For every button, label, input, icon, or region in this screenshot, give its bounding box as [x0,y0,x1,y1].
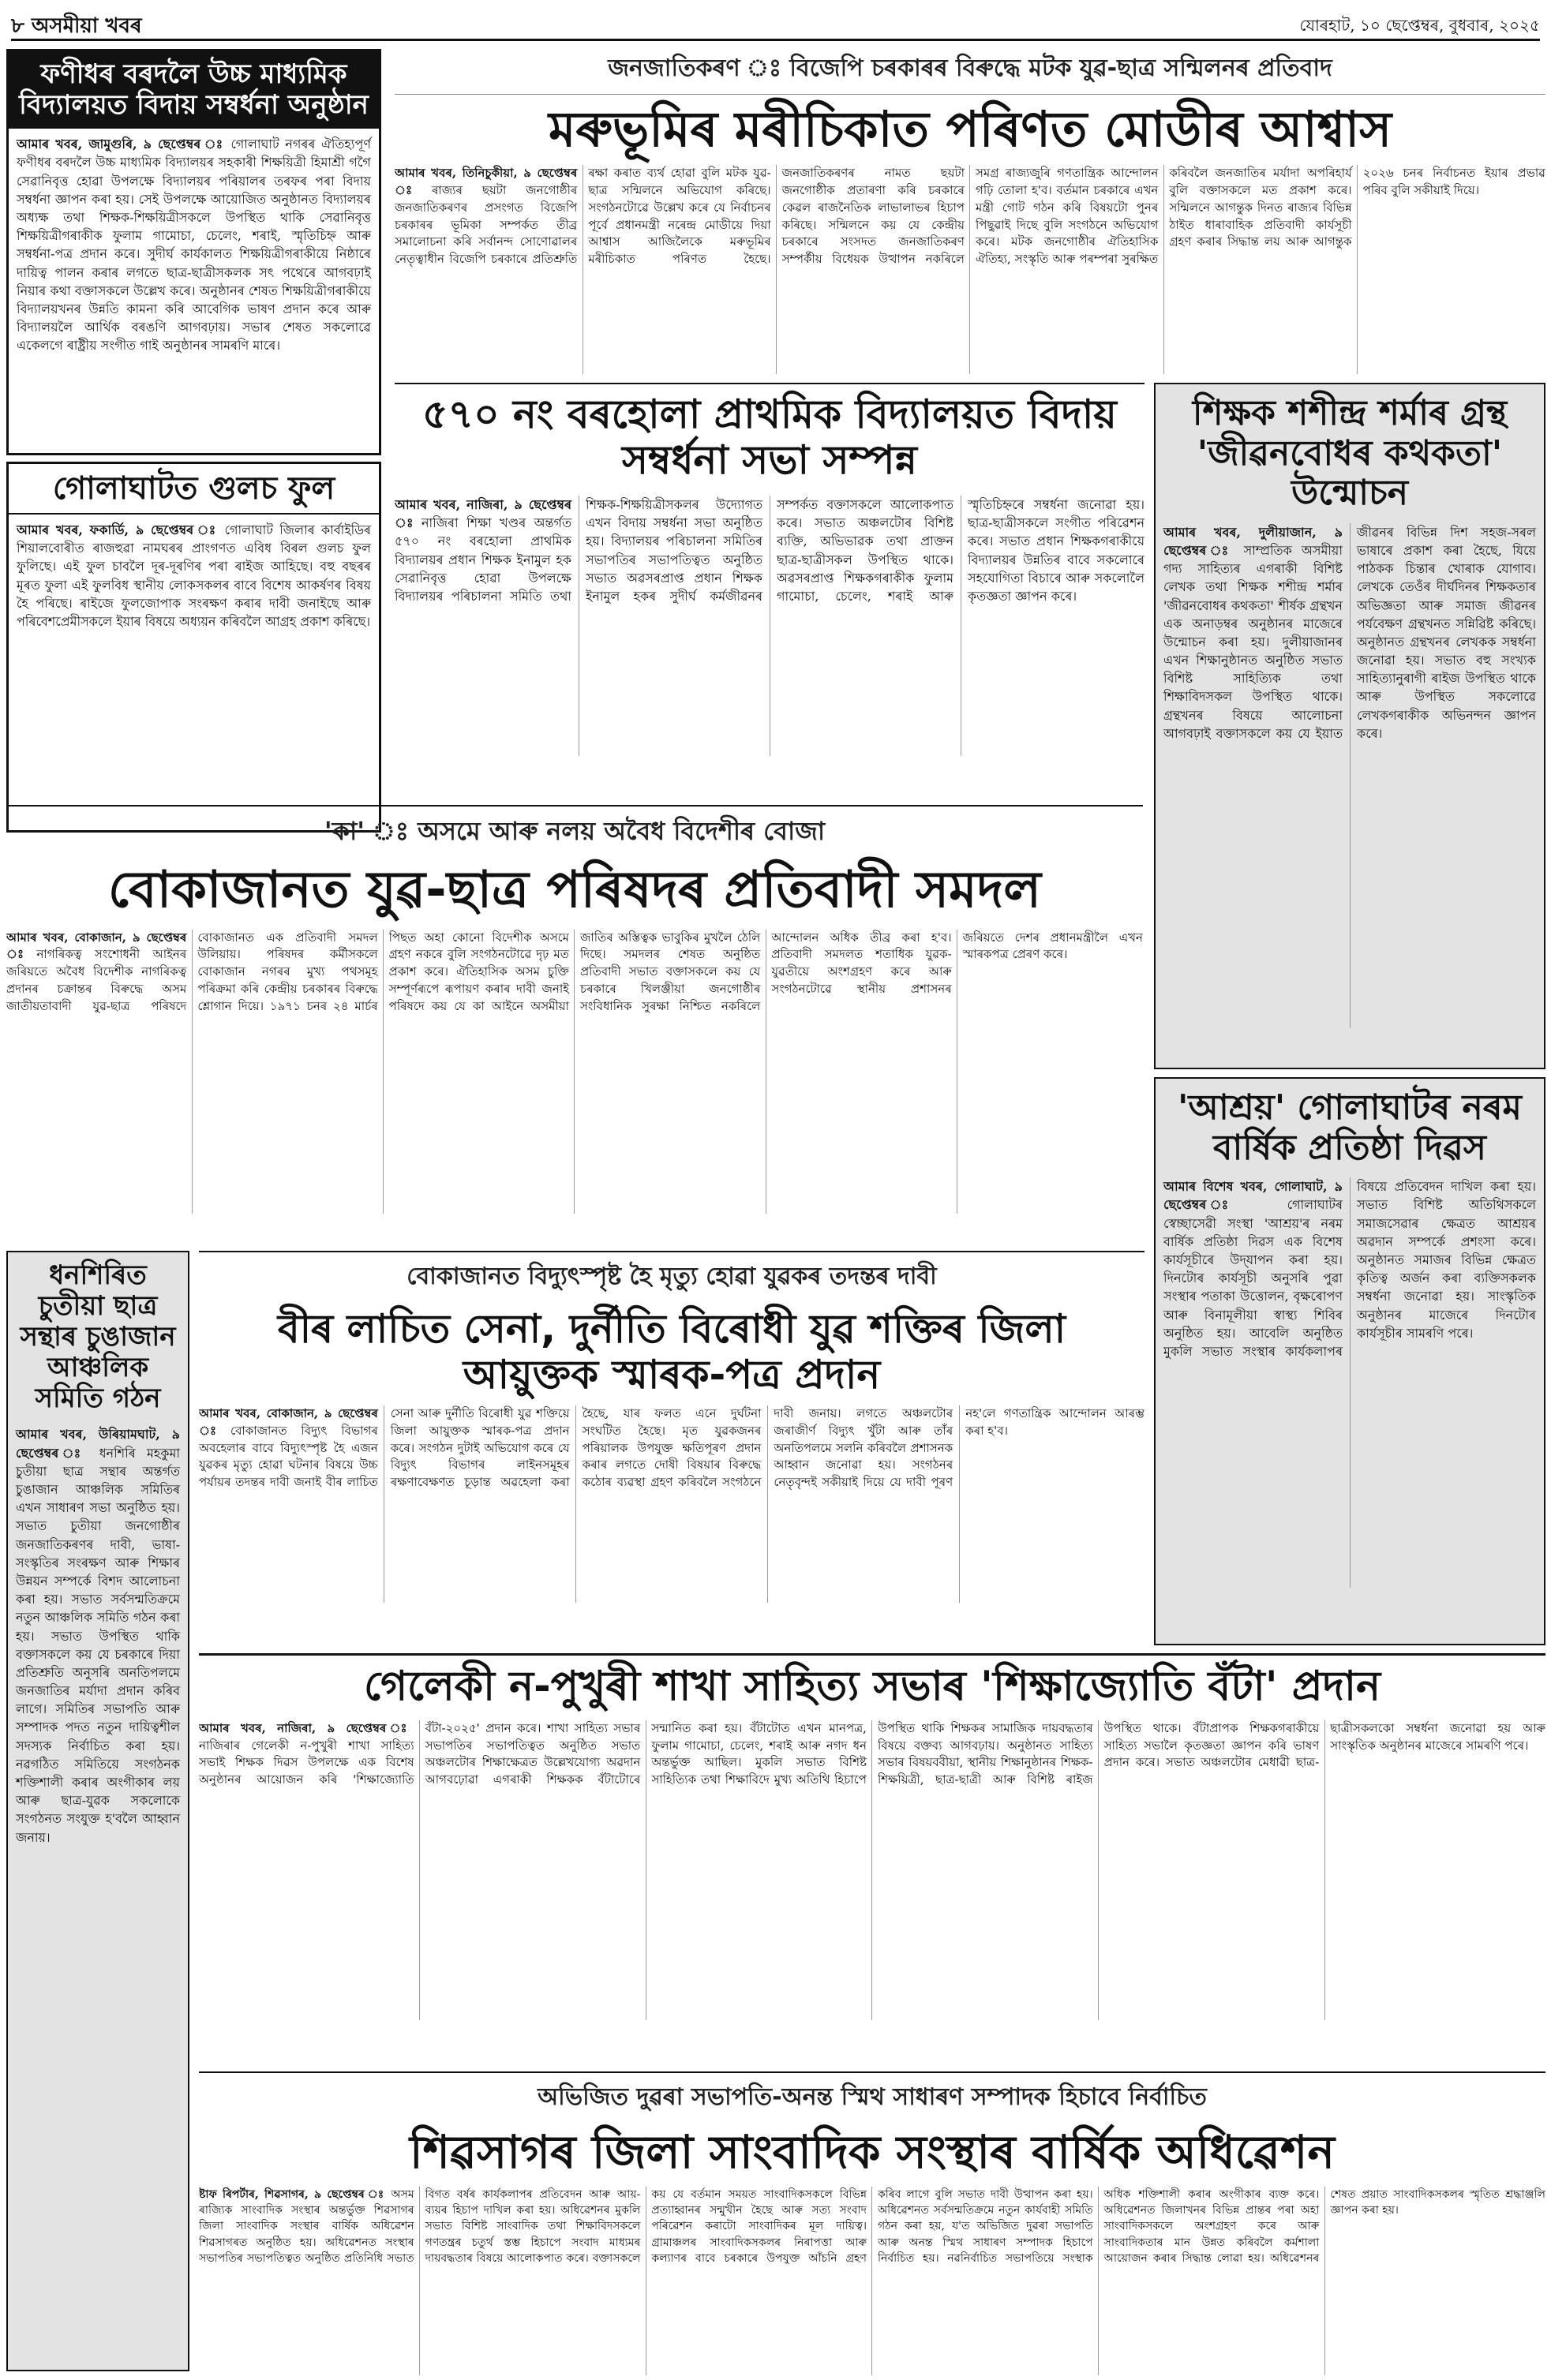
story-body [9,129,379,361]
story-sivasagar-journalists [199,2071,1545,2375]
story-dateline: আমাৰ বিশেষ খবৰ, গোলাঘাট, ৯ ছেপ্তেম্বৰ ঃ [1163,1179,1343,1213]
story-text: সাম্প্ৰতিক অসমীয়া গদ্য সাহিত্যৰ এগৰাকী বিশিষ্ট লেখক তথা শিক্ষক শশীন্দ্ৰ শৰ্মাৰ 'জীৱনবোধৰ কথকতা' শীৰ্ষক গ্ৰন্থখন এক অনাড়ম্বৰ অনুষ্ঠানৰ মাজেৰে উন্মোচন কৰা হয়। দুলীয়াজানৰ এখন শিক্ষানুষ্ঠানত অনুষ্ঠিত সভাত বিশিষ্ট সাহিত্যিক তথা শিক্ষাবিদসকল উপস্থিত থাকে। গ্ৰন্থখনৰ বিষয়ে আলোচনা আগবঢ়াই বক্তাসকলে কয় যে ইয়াত জীৱনৰ বিভিন্ন দিশ সহজ-সৰল ভাষাৰে প্ৰকাশ কৰা হৈছে, যিয়ে পাঠকক চিন্তাৰ খোৰাক যোগাব। লেখকে তেওঁৰ দীৰ্ঘদিনৰ শিক্ষকতাৰ অভিজ্ঞতা আৰু সমাজ জীৱনৰ পৰ্যবেক্ষণ গ্ৰন্থখনত সন্নিৱিষ্ট কৰিছে। অনুষ্ঠানত গ্ৰন্থখনৰ লেখকক সম্বৰ্ধনা জনোৱা হয়। সভাত বহু সংখ্যক সাহিত্যানুৰাগী ৰাইজ উপস্থিত থাকে আৰু উপস্থিত সকলোৱে লেখকগৰাকীক অভিনন্দন জ্ঞাপন কৰে। [1163,524,1536,741]
story-headline: ৫৭০ নং বৰহোলা প্ৰাথমিক বিদ্যালয়ত বিদায় সম্বৰ্ধনা সভা সম্পন্ন [422,391,1117,483]
story-chutia-committee [6,1251,189,2371]
story-dateline: আমাৰ খবৰ, তিনিচুকীয়া, ৯ ছেপ্তেম্বৰ ঃ [395,166,578,198]
story-matak-protest [395,49,1545,376]
folio-left: ৮ অসমীয়া খবৰ [11,14,142,38]
story-bokajan-rally [6,805,1143,1243]
story-body [1156,1177,1544,1588]
story-dateline: আমাৰ খবৰ, ফকাৰ্ডি, ৯ ছেপ্তেম্বৰ ঃ [17,522,219,537]
story-book-launch [1154,383,1545,1069]
story-kicker: 'কা' ঃ অসমে আৰু নলয় অবৈধ বিদেশীৰ বোজা [324,816,826,846]
story-farewell-phanidhar [6,49,381,455]
story-body [8,1422,188,1849]
story-dateline: ষ্টাফ ৰিপৰ্টাৰ, শিৱসাগৰ, ৯ ছেপ্তেম্বৰ ঃ [199,2187,386,2201]
story-text: বোকাজানত বিদ্যুৎ বিভাগৰ অবহেলাৰ বাবে বিদ্যুৎস্পৃষ্ট হৈ এজন যুৱকৰ মৃত্যু হোৱা ঘটনাৰ বিষয়ে উচ্চ পৰ্যায়ৰ তদন্তৰ দাবী জনাই বীৰ লাচিত সেনা আৰু দুৰ্নীতি বিৰোধী যুৱ শক্তিয়ে জিলা আয়ুক্তক স্মাৰক-পত্ৰ প্ৰদান কৰে। সংগঠন দুটাই অভিযোগ কৰে যে বিদ্যুৎ বিভাগৰ লাইনসমূহৰ ৰক্ষণাবেক্ষণত চূড়ান্ত অৱহেলা কৰা হৈছে, যাৰ ফলত এনে দুৰ্ঘটনা সংঘটিত হৈছে। মৃত যুৱকজনৰ পৰিয়ালক উপযুক্ত ক্ষতিপূৰণ প্ৰদান কৰাৰ লগতে দোষী বিষয়াৰ বিৰুদ্ধে কঠোৰ ব্যৱস্থা গ্ৰহণ কৰিবলৈ সংগঠনে দাবী জনায়। লগতে অঞ্চলটোৰ জৰাজীৰ্ণ বিদ্যুৎ খুঁটা আৰু তাঁৰ অনতিপলমে সলনি কৰিবলৈ প্ৰশাসনক আহ্বান জনোৱা হয়। সংগঠনৰ নেতৃবৃন্দই সকীয়াই দিয়ে যে দাবী পূৰণ নহ'লে গণতান্ত্ৰিক আন্দোলন আৰম্ভ কৰা হ'ব। [199,1406,1145,1489]
story-dateline: আমাৰ খবৰ, বোকাজান, ৯ ছেপ্তেম্বৰ ঃ [199,1406,378,1438]
story-kicker: জনজাতিকৰণ ঃ বিজেপি চৰকাৰৰ বিৰুদ্ধে মটক যুৱ-ছাত্ৰ সন্মিলনৰ প্ৰতিবাদ [395,49,1545,95]
story-text: নাজিৰাৰ গেলেকী ন-পুখুৰী শাখা সাহিত্য সভাই শিক্ষক দিৱস উপলক্ষে এক বিশেষ অনুষ্ঠানৰ আয়োজন কৰি 'শিক্ষাজ্যোতি বঁটা-২০২৫' প্ৰদান কৰে। শাখা সাহিত্য সভাৰ সভাপতিৰ সভাপতিত্বত অনুষ্ঠিত সভাত অঞ্চলটোৰ শিক্ষাক্ষেত্ৰত উল্লেখযোগ্য অৱদান আগবঢ়োৱা এগৰাকী শিক্ষকক বঁটাটোৰে সন্মানিত কৰা হয়। বঁটাটোত এখন মানপত্ৰ, ফুলাম গামোচা, চেলেং, শৰাই আৰু নগদ ধন অন্তৰ্ভুক্ত আছিল। মুকলি সভাত বিশিষ্ট সাহিত্যিক তথা শিক্ষাবিদে মুখ্য অতিথি হিচাপে উপস্থিত থাকি শিক্ষকৰ সামাজিক দায়বদ্ধতাৰ বিষয়ে বক্তব্য আগবঢ়ায়। অনুষ্ঠানত সাহিত্য সভাৰ বিষয়ববীয়া, স্থানীয় শিক্ষানুষ্ঠানৰ শিক্ষক-শিক্ষয়িত্ৰী, ছাত্ৰ-ছাত্ৰী আৰু বিশিষ্ট ৰাইজ উপস্থিত থাকে। বঁটাপ্ৰাপক শিক্ষকগৰাকীয়ে সাহিত্য সভালৈ কৃতজ্ঞতা জ্ঞাপন কৰি ভাষণ প্ৰদান কৰে। সভাত অঞ্চলটোৰ মেধাৱী ছাত্ৰ-ছাত্ৰীসকলকো সম্বৰ্ধনা জনোৱা হয় আৰু সাংস্কৃতিক অনুষ্ঠানৰ মাজেৰে সামৰণি পৰে। [199,1720,1545,1787]
story-body [199,1405,1145,1603]
story-body [1156,523,1544,1028]
story-text: ৰাজ্যৰ ছয়টা জনগোষ্ঠীৰ জনজাতিকৰণৰ প্ৰসংগত বিজেপি চৰকাৰৰ ভূমিকা সম্পৰ্কত তীব্ৰ সমালোচনা কৰি সৰ্বানন্দ সোণোৱালৰ নেতৃত্বাধীন বিজেপি চৰকাৰে প্ৰতিশ্ৰুতি ৰক্ষা কৰাত ব্যৰ্থ হোৱা বুলি মটক যুৱ-ছাত্ৰ সন্মিলনে অভিযোগ কৰিছে। সংগঠনটোৱে উল্লেখ কৰে যে নিৰ্বাচনৰ পূৰ্বে প্ৰধানমন্ত্ৰী নৰেন্দ্ৰ মোডীয়ে দিয়া আশ্বাস আজিলৈকে মৰুভূমিৰ মৰীচিকাত পৰিণত হৈছে। জনজাতিকৰণৰ নামত ছয়টা জনগোষ্ঠীক প্ৰতাৰণা কৰি চৰকাৰে কেৱল ৰাজনৈতিক লাভালাভৰ হিচাপ কৰিছে। সন্মিলনে কয় যে কেন্দ্ৰীয় চৰকাৰে সংসদত জনজাতিকৰণ সম্পৰ্কীয় বিধেয়ক উত্থাপন নকৰিলে সমগ্ৰ ৰাজ্যজুৰি গণতান্ত্ৰিক আন্দোলন গঢ়ি তোলা হ'ব। বৰ্তমান চৰকাৰে এখন মন্ত্ৰী গোট গঠন কৰি বিষয়টো পুনৰ পিছুৱাই দিছে বুলি সংগঠনে অভিযোগ কৰে। মটক জনগোষ্ঠীৰ ঐতিহাসিক ঐতিহ্য, সংস্কৃতি আৰু পৰম্পৰা সুৰক্ষিত কৰিবলৈ জনজাতিৰ মৰ্যাদা অপৰিহাৰ্য বুলি বক্তাসকলে মত প্ৰকাশ কৰে। সন্মিলনে আগন্তুক দিনত ৰাজ্যৰ বিভিন্ন ঠাইত ধাৰাবাহিক প্ৰতিবাদী কাৰ্যসূচী গ্ৰহণ কৰাৰ সিদ্ধান্ত লয় আৰু আগন্তুক ২০২৬ চনৰ নিৰ্বাচনত ইয়াৰ প্ৰভাৱ পৰিব বুলি সকীয়াই দিয়ে। [395,166,1545,267]
story-headline: মৰুভূমিৰ মৰীচিকাত পৰিণত মোডীৰ আশ্বাস [548,100,1392,158]
story-golaghat-flower [6,462,381,833]
story-headline: ফণীধৰ বৰদলৈ উচ্চ মাধ্যমিক বিদ্যালয়ত বিদায় সম্বৰ্ধনা অনুষ্ঠান [9,51,379,129]
story-headline: গেলেকী ন-পুখুৰী শাখা সাহিত্য সভাৰ 'শিক্ষাজ্যোতি বঁটা' প্ৰদান [363,1663,1381,1710]
story-text: অসম ৰাজ্যিক সাংবাদিক সংস্থাৰ অন্তৰ্ভুক্ত শিৱসাগৰ জিলা সাংবাদিক সংস্থাৰ বাৰ্ষিক অধিৱেশন শিৱসাগৰত অনুষ্ঠিত হয়। অধিৱেশনত সংস্থাৰ সভাপতিৰ সভাপতিত্বত অনুষ্ঠিত প্ৰতিনিধি সভাত বিগত বৰ্ষৰ কাৰ্যকলাপৰ প্ৰতিবেদন আৰু আয়-ব্যয়ৰ হিচাপ দাখিল কৰা হয়। অধিৱেশনৰ মুকলি সভাত বিশিষ্ট সাংবাদিক তথা শিক্ষাবিদসকলে গণতন্ত্ৰৰ চতুৰ্থ স্তম্ভ হিচাপে সংবাদ মাধ্যমৰ দায়বদ্ধতাৰ বিষয়ে আলোকপাত কৰে। বক্তাসকলে কয় যে বৰ্তমান সময়ত সাংবাদিকসকলে বিভিন্ন প্ৰত্যাহ্বানৰ সন্মুখীন হৈছে আৰু সত্য সংবাদ পৰিৱেশন কৰাটো সাংবাদিকৰ মূল দায়িত্ব। গ্ৰামাঞ্চলৰ সাংবাদিকসকলৰ নিৰাপত্তা আৰু কল্যাণৰ বাবে চৰকাৰে উপযুক্ত আঁচনি গ্ৰহণ কৰিব লাগে বুলি সভাত দাবী উত্থাপন কৰা হয়। অধিৱেশনত সৰ্বসন্মতিক্ৰমে নতুন কাৰ্যবাহী সমিতি গঠন কৰা হয়, য'ত অভিজিত দুৱৰা সভাপতি আৰু অনন্ত স্মিথ সাধাৰণ সম্পাদক হিচাপে নিৰ্বাচিত হয়। নৱনিৰ্বাচিত সভাপতিয়ে সংস্থাক অধিক শক্তিশালী কৰাৰ অংগীকাৰ ব্যক্ত কৰে। অধিৱেশনত জিলাখনৰ বিভিন্ন প্ৰান্তৰ পৰা অহা সাংবাদিকসকলে অংশগ্ৰহণ কৰে আৰু সাংবাদিকতাৰ মান উন্নত কৰিবলৈ কৰ্মশালা আয়োজন কৰাৰ সিদ্ধান্ত লোৱা হয়। অধিৱেশনৰ শেষত প্ৰয়াত সাংবাদিকসকলৰ স্মৃতিত শ্ৰদ্ধাঞ্জলি জ্ঞাপন কৰা হয়। [199,2187,1545,2265]
page-folio [11,6,1540,41]
story-headline: 'আশ্ৰয়' গোলাঘাটৰ নৰম বাৰ্ষিক প্ৰতিষ্ঠা দিৱস [1178,1087,1522,1168]
story-text: গোলাঘাট নগৰৰ ঐতিহ্যপূৰ্ণ ফণীধৰ বৰদলৈ উচ্চ মাধ্যমিক বিদ্যালয়ৰ সহকাৰী শিক্ষয়িত্ৰী হিমাশ্ৰী গগৈ সেৱানিবৃত্ত হোৱা উপলক্ষে বিদ্যালয়ৰ পৰিয়ালৰ তৰফৰ পৰা বিদায় সম্বৰ্ধনা জ্ঞাপন কৰা হয়। সেই উপলক্ষে আয়োজিত অনুষ্ঠানত বিদ্যালয়ৰ অধ্যক্ষ তথা শিক্ষক-শিক্ষয়িত্ৰীসকলে উপস্থিত থাকি সেৱানিবৃত্ত শিক্ষয়িত্ৰীগৰাকীক ফুলাম গামোচা, চেলেং, শৰাই, স্মৃতিচিহ্ন আৰু সম্বৰ্ধনা-পত্ৰ প্ৰদান কৰে। সুদীৰ্ঘ কাৰ্যকালত শিক্ষয়িত্ৰীগৰাকীয়ে নিষ্ঠাৰে দায়িত্ব পালন কৰাৰ লগতে ছাত্ৰ-ছাত্ৰীসকলক সৎ পথেৰে আগবঢ়াই নিয়াৰ কথা বক্তাসকলে উল্লেখ কৰে। অনুষ্ঠানৰ শেষত শিক্ষয়িত্ৰীগৰাকীয়ে বিদ্যালয়খনৰ উন্নতি কামনা কৰি আবেগিক ভাষণ প্ৰদান কৰে আৰু বিদ্যালয়লৈ আৰ্থিক বৰঙণি আগবঢ়ায়। সভাৰ শেষত সকলোৱে একেলগে ৰাষ্ট্ৰীয় সংগীত গাই অনুষ্ঠানৰ সামৰণি মাৰে। [17,137,371,354]
story-kicker: বোকাজানত বিদ্যুৎস্পৃষ্ট হৈ মৃত্যু হোৱা যুৱকৰ তদন্তৰ দাবী [406,1263,937,1290]
story-headline: শিক্ষক শশীন্দ্ৰ শৰ্মাৰ গ্ৰন্থ 'জীৱনবোধৰ কথকতা' উন্মোচন [1192,393,1508,514]
story-headline: বোকাজানত যুৱ-ছাত্ৰ পৰিষদৰ প্ৰতিবাদী সমদল [108,861,1041,919]
story-headline: শিৱসাগৰ জিলা সাংবাদিক সংস্থাৰ বাৰ্ষিক অধিৱেশন [410,2125,1335,2179]
story-dateline: আমাৰ খবৰ, উৰিয়ামঘাট, ৯ ছেপ্তেম্বৰ ঃ [16,1427,180,1461]
folio-date: যোৰহাট, ১০ ছেপ্তেম্বৰ, বুধবাৰ, ২০২৫ [1299,16,1540,35]
story-headline: গোলাঘাটত গুলচ ফুল [9,464,379,515]
story-geleki-award [199,1653,1545,2064]
story-text: গোলাঘাট জিলাৰ কাৰ্বাইডিৰ শিয়ালবোৰীত ৰাজহুৱা নামঘৰৰ প্ৰাংগণত এবিধ বিৰল গুলচ ফুল ফুলিছে। এই ফুল চাবলৈ দূৰ-দূৰণিৰ পৰা ৰাইজ আহিছে। বহু বছৰৰ মূৰত ফুলা এই ফুলবিধ স্থানীয় লোকসকলৰ বাবে বিশেষ আকৰ্ষণৰ বিষয় হৈ পৰিছে। ৰাইজে ফুলজোপাক সংৰক্ষণ কৰাৰ দাবী জনাইছে আৰু পৰিবেশপ্ৰেমীসকলে ইয়াৰ বিষয়ে অধ্যয়ন কৰিবলৈ আগ্ৰহ প্ৰকাশ কৰিছে। [17,522,371,629]
story-dateline: আমাৰ খবৰ, বোকাজান, ৯ ছেপ্তেম্বৰ ঃ [6,930,187,962]
story-dateline: আমাৰ খবৰ, জামুগুৰি, ৯ ছেপ্তেম্বৰ ঃ [17,137,225,152]
story-headline: বীৰ লাচিত সেনা, দুৰ্নীতি বিৰোধী যুৱ শক্তিৰ জিলা আয়ুক্তক স্মাৰক-পত্ৰ প্ৰদান [277,1306,1066,1398]
story-dateline: আমাৰ খবৰ, দুলীয়াজান, ৯ ছেপ্তেম্বৰ ঃ [1163,524,1343,558]
story-body [199,1720,1545,2020]
story-dateline: আমাৰ খবৰ, নাজিৰা, ৯ ছেপ্তেম্বৰ ঃ [395,497,571,531]
story-body [199,2187,1545,2375]
story-text: নাগৰিকত্ব সংশোধনী আইনৰ জৰিয়তে অবৈধ বিদেশীক নাগৰিকত্ব প্ৰদানৰ চক্ৰান্তৰ বিৰুদ্ধে অসম জাতীয়তাবাদী যুৱ-ছাত্ৰ পৰিষদে বোকাজানত এক প্ৰতিবাদী সমদল উলিয়ায়। পৰিষদৰ কৰ্মীসকলে বোকাজান নগৰৰ মুখ্য পথসমূহ পৰিক্ৰমা কৰি কেন্দ্ৰীয় চৰকাৰৰ বিৰুদ্ধে শ্লোগান দিয়ে। ১৯৭১ চনৰ ২৪ মাৰ্চৰ পিছত অহা কোনো বিদেশীক অসমে গ্ৰহণ নকৰে বুলি সংগঠনটোৱে দৃঢ় মত প্ৰকাশ কৰে। ঐতিহাসিক অসম চুক্তি সম্পূৰ্ণৰূপে ৰূপায়ণ কৰাৰ দাবী জনাই পৰিষদে কয় যে কা আইনে অসমীয়া জাতিৰ অস্তিত্বক ভাবুকিৰ মুখলৈ ঠেলি দিছে। সমদলৰ শেষত অনুষ্ঠিত প্ৰতিবাদী সভাত বক্তাসকলে কয় যে চৰকাৰে খিলঞ্জীয়া জনগোষ্ঠীৰ সংবিধানিক সুৰক্ষা নিশ্চিত নকৰিলে আন্দোলন অধিক তীব্ৰ কৰা হ'ব। প্ৰতিবাদী সমদলত শতাধিক যুৱক-যুৱতীয়ে অংশগ্ৰহণ কৰে আৰু সংগঠনটোৱে স্থানীয় প্ৰশাসনৰ জৰিয়তে দেশৰ প্ৰধানমন্ত্ৰীলৈ এখন স্মাৰকপত্ৰ প্ৰেৰণ কৰে। [6,930,1143,1013]
story-text: ধনশিৰি মহকুমা চুতীয়া ছাত্ৰ সন্থাৰ অন্তৰ্গত চুঙাজান আঞ্চলিক সমিতিৰ এখন সাধাৰণ সভা অনুষ্ঠিত হয়। সভাত চুতীয়া জনগোষ্ঠীৰ জনজাতিকৰণৰ দাবী, ভাষা-সংস্কৃতিৰ সংৰক্ষণ আৰু শিক্ষাৰ উন্নয়ন সম্পৰ্কে বিশদ আলোচনা কৰা হয়। সভাত সৰ্বসন্মতিক্ৰমে নতুন আঞ্চলিক সমিতি গঠন কৰা হয়। সভাত উপস্থিত থাকি বক্তাসকলে কয় যে চৰকাৰে দিয়া প্ৰতিশ্ৰুতি অনুসৰি অনতিপলমে জনজাতিৰ মৰ্যাদা প্ৰদান কৰিব লাগে। সমিতিৰ সভাপতি আৰু সম্পাদক পদত নতুন দায়িত্বশীল সদস্যক নিৰ্বাচিত কৰা হয়। নৱগঠিত সমিতিয়ে সংগঠনক শক্তিশালী কৰাৰ অংগীকাৰ লয় আৰু ছাত্ৰ-যুৱক সকলোকে সংগঠনত সংযুক্ত হ'বলৈ আহ্বান জনায়। [16,1445,180,1845]
story-kicker: অভিজিত দুৱৰা সভাপতি-অনন্ত স্মিথ সাধাৰণ সম্পাদক হিচাবে নিৰ্বাচিত [538,2083,1207,2111]
story-body [395,496,1145,756]
story-body [9,515,379,637]
story-body [395,165,1545,374]
story-lachit-sena [199,1251,1145,1645]
story-ashray-anniversary [1154,1077,1545,1645]
story-dateline: আমাৰ খবৰ, নাজিৰা, ৯ ছেপ্তেম্বৰ ঃ [199,1720,414,1735]
story-body [6,930,1143,1214]
story-headline: ধনশিৰিত চুতীয়া ছাত্ৰ সন্থাৰ চুঙাজান আঞ্চলিক সমিতি গঠন [20,1259,176,1415]
story-text: গোলাঘাটৰ স্বেচ্ছাসেৱী সংস্থা 'আশ্ৰয়'ৰ নৰম বাৰ্ষিক প্ৰতিষ্ঠা দিৱস এক বিশেষ কাৰ্যসূচীৰে উদ্‌যাপন কৰা হয়। দিনটোৰ কাৰ্যসূচী অনুসৰি পুৱা সংস্থাৰ পতাকা উত্তোলন, বৃক্ষৰোপণ আৰু বিনামূলীয়া স্বাস্থ্য শিবিৰ অনুষ্ঠিত হয়। আবেলি অনুষ্ঠিত মুকলি সভাত সংস্থাৰ কাৰ্যকলাপৰ বিষয়ে প্ৰতিবেদন দাখিল কৰা হয়। সভাত বিশিষ্ট অতিথিসকলে সমাজসেৱাৰ ক্ষেত্ৰত আশ্ৰয়ৰ অৱদান সম্পৰ্কে প্ৰশংসা কৰে। অনুষ্ঠানত সমাজৰ বিভিন্ন ক্ষেত্ৰত কৃতিত্ব অৰ্জন কৰা ব্যক্তিসকলক সম্বৰ্ধনা জনোৱা হয়। সাংস্কৃতিক অনুষ্ঠানৰ মাজেৰে দিনটোৰ কাৰ্যসূচীৰ সামৰণি পৰে। [1163,1179,1536,1359]
story-text: নাজিৰা শিক্ষা খণ্ডৰ অন্তৰ্গত ৫৭০ নং বৰহোলা প্ৰাথমিক বিদ্যালয়ৰ প্ৰধান শিক্ষক ইনামুল হক সেৱানিবৃত্ত হোৱা উপলক্ষে বিদ্যালয়ৰ পৰিচালনা সমিতি তথা শিক্ষক-শিক্ষয়িত্ৰীসকলৰ উদ্যোগত এখন বিদায় সম্বৰ্ধনা সভা অনুষ্ঠিত হয়। বিদ্যালয়ৰ পৰিচালনা সমিতিৰ সভাপতিৰ সভাপতিত্বত অনুষ্ঠিত সভাত অৱসৰপ্ৰাপ্ত প্ৰধান শিক্ষক ইনামুল হকৰ সুদীৰ্ঘ কৰ্মজীৱনৰ সম্পৰ্কত বক্তাসকলে আলোকপাত কৰে। সভাত অঞ্চলটোৰ বিশিষ্ট ব্যক্তি, অভিভাৱক তথা প্ৰাক্তন ছাত্ৰ-ছাত্ৰীসকল উপস্থিত থাকে। অৱসৰপ্ৰাপ্ত শিক্ষকগৰাকীক ফুলাম গামোচা, চেলেং, শৰাই আৰু স্মৃতিচিহ্নৰে সম্বৰ্ধনা জনোৱা হয়। ছাত্ৰ-ছাত্ৰীসকলে সংগীত পৰিৱেশন কৰে। সভাত প্ৰধান শিক্ষকগৰাকীয়ে বিদ্যালয়ৰ উন্নতিৰ বাবে সকলোৰে সহযোগিতা বিচাৰে আৰু সকলোলৈ কৃতজ্ঞতা জ্ঞাপন কৰে। [395,497,1145,604]
story-borhola-school [395,383,1145,793]
